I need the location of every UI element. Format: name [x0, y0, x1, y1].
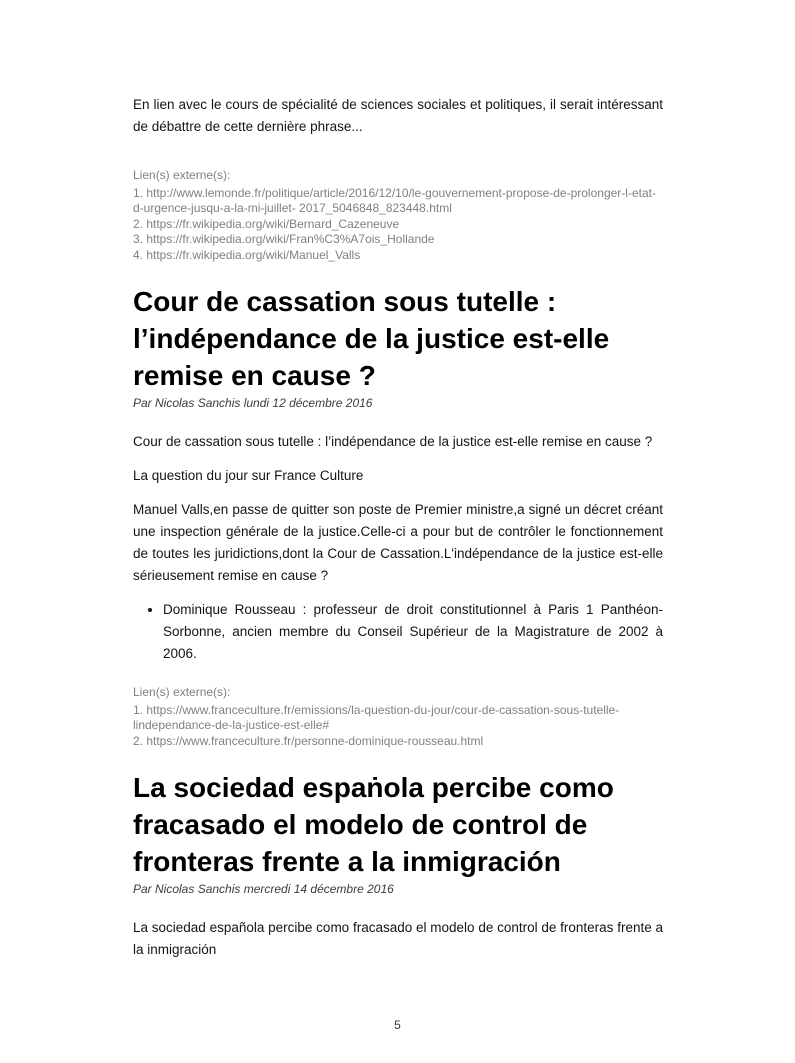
external-link-item: 1. http://www.lemonde.fr/politique/article/2016/12/10/le-gouvernement-propose-de-prolonger-l-etat-d-urgence-jusqu-a-la-mi-juillet- 2017_5046848_823448.html [133, 185, 656, 215]
external-link-item: 4. https://fr.wikipedia.org/wiki/Manuel_Valls [133, 247, 361, 262]
external-link-item: 3. https://fr.wikipedia.org/wiki/Fran%C3%A7ois_Hollande [133, 232, 435, 246]
external-link-item: 2. https://fr.wikipedia.org/wiki/Bernard_Cazeneuve [133, 216, 400, 231]
article-byline: Par Nicolas Sanchis mercredi 14 décembre 2016 [133, 882, 394, 896]
article-cour-de-cassation [133, 283, 663, 749]
article-paragraph: La sociedad española percibe como fracasado el modelo de control de fronteras frente a la inmigración [133, 920, 663, 957]
external-links-section-2 [133, 685, 663, 749]
external-link-item: 2. https://www.franceculture.fr/personne-dominique-rousseau.html [133, 733, 484, 748]
external-links-label: Lien(s) externe(s): [133, 685, 231, 699]
intro-paragraph: En lien avec le cours de spécialité de sciences sociales et politiques, il serait intéressant de débattre de cette dernière phrase... [133, 97, 663, 134]
external-links-label: Lien(s) externe(s): [133, 168, 231, 182]
article-paragraph: Manuel Valls,en passe de quitter son poste de Premier ministre,a signé un décret créant une inspection générale de la justice.Celle-ci a pour but de contrôler le fonctionnement de toutes les juridictions,dont la Cour de Cassation.L'indépendance de la justice est-elle sérieusement remise en cause ? [133, 502, 663, 583]
article-paragraph: La question du jour sur France Culture [133, 468, 364, 483]
article-sociedad-espanola [133, 769, 663, 961]
article-title: La sociedad espaṅola percibe como fracasado el modelo de control de fronteras frente a la inmigración [133, 772, 614, 877]
external-links-section-1 [133, 168, 663, 263]
page-number: 5 [394, 1018, 401, 1032]
external-link-item: 1. https://www.franceculture.fr/emissions/la-question-du-jour/cour-de-cassation-sous-tutelle-lindependance-de-la-justice-est-elle# [133, 702, 620, 732]
speaker-list [133, 599, 663, 665]
article-byline: Par Nicolas Sanchis lundi 12 décembre 2016 [133, 396, 373, 410]
article-paragraph: Cour de cassation sous tutelle : l’indépendance de la justice est-elle remise en cause ? [133, 434, 653, 449]
article-title: Cour de cassation sous tutelle : l’indépendance de la justice est-elle remise en cause ? [133, 286, 610, 391]
bullet-item: • Dominique Rousseau : professeur de droit constitutionnel à Paris 1 Panthéon-Sorbonne, ancien membre du Conseil Supérieur de la Magistrature de 2002 à 2006. [163, 599, 663, 665]
